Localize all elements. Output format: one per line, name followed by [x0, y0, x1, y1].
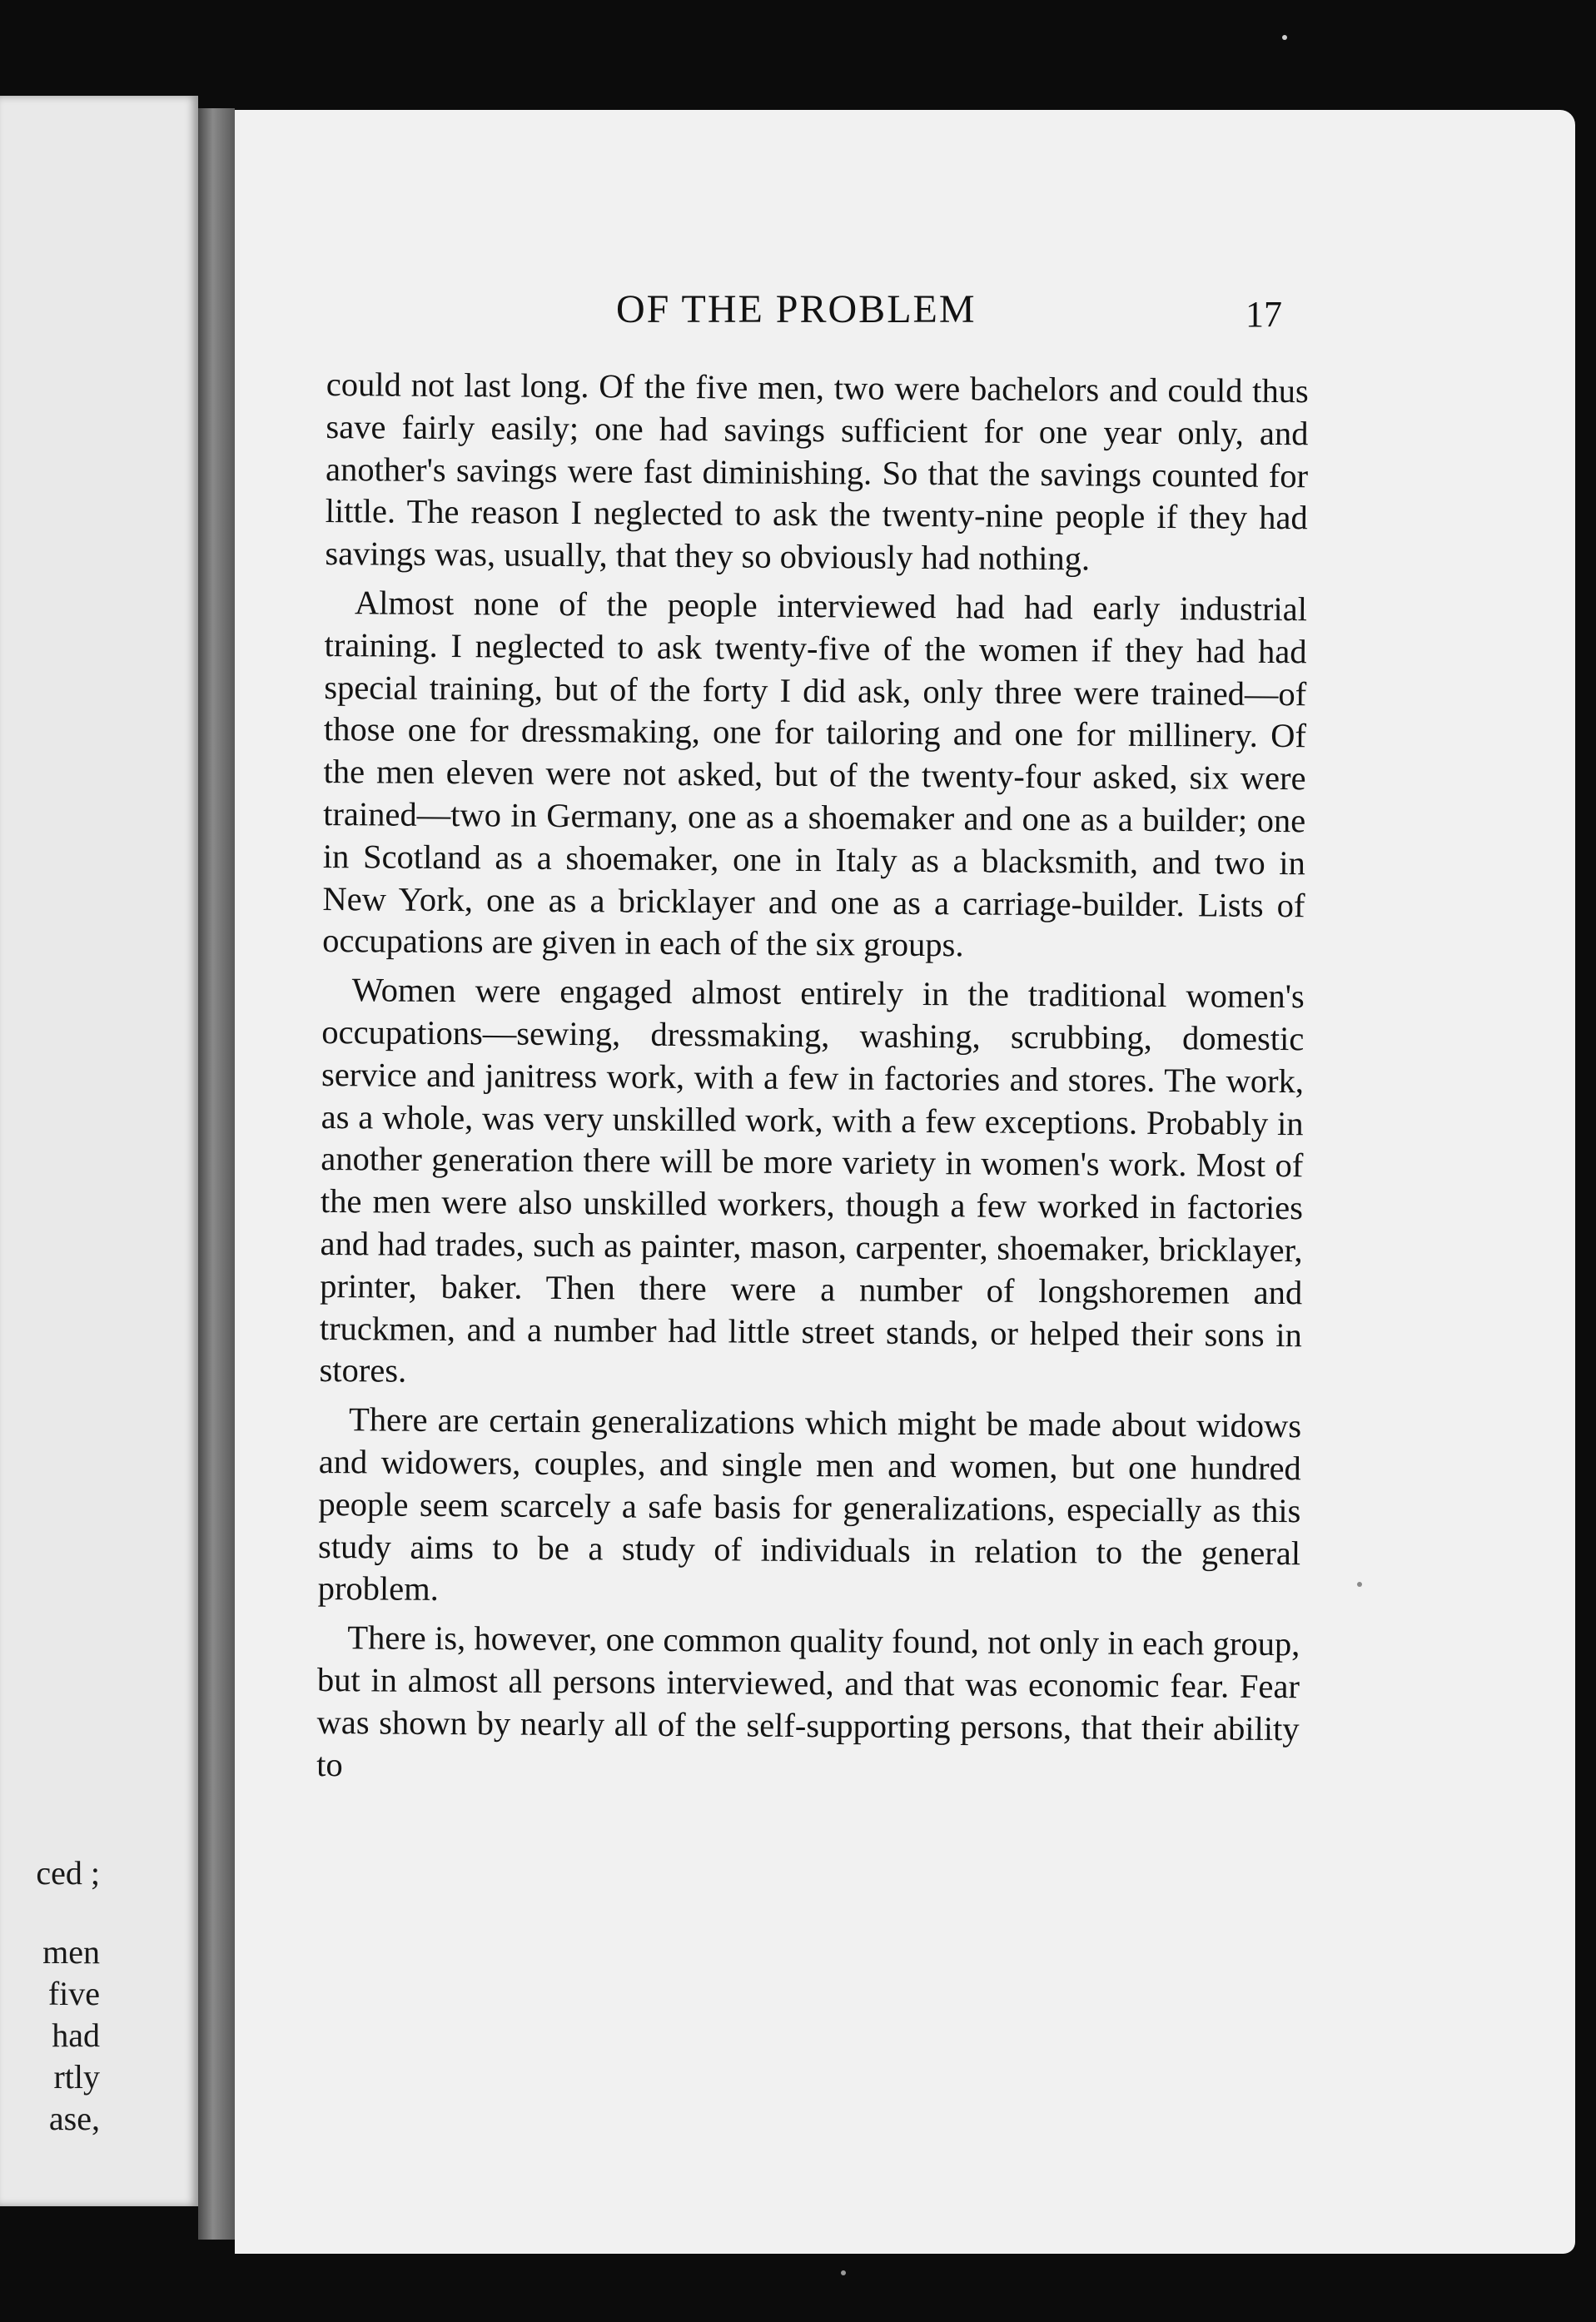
film-speck	[841, 2270, 846, 2275]
left-page-fragments	[0, 1852, 100, 2140]
paragraph: could not last long. Of the five men, two were bachelors and could thus save fairly easily; one had savings sufficient for one year only, and another's savings were fast diminishing. So that the savings counted for little. The reason I neglected to ask the twenty-nine people if they had savings was, usually, that they so obviously had nothing.	[325, 365, 1309, 578]
book-gutter	[198, 108, 235, 2240]
left-fragment-line: ase,	[48, 2100, 100, 2137]
left-fragment-line: rtly	[53, 2058, 100, 2096]
left-fragment-line: men	[42, 1933, 100, 1971]
paragraph: Almost none of the people interviewed had had early industrial training. I neglected to ask twenty-five of the women if they had had special training, but of the forty I did ask, only three were trained—of those one for dressmaking, one for tailoring and one for millinery. Of the men eleven were not asked, but of the twenty-four asked, six were trained—two in Germany, one as a shoemaker and one as a builder; one in Scotland as a shoemaker, one in Italy as a blacksmith, and two in New York, one as a bricklayer and one as a carriage-builder. Lists of occupations are given in each of the six groups.	[322, 584, 1308, 964]
page-number: 17	[1245, 294, 1282, 335]
film-speck	[1357, 1582, 1362, 1587]
left-fragment-line: ced ;	[36, 1854, 100, 1892]
paragraph: Women were engaged almost entirely in the traditional women's occupations—sewing, dressmaking, washing, scrubbing, domestic service and janitress work, with a few in factories and stores. The work, as a whole, was very unskilled work, with a few exceptions. Probably in another generation there will be more variety in women's work. Most of the men were also unskilled workers, though a few worked in factories and had trades, such as painter, mason, carpenter, shoemaker, bricklayer, printer, baker. Then there were a number of longshoremen and truckmen, and a number had little street stands, or helped their sons in stores.	[319, 971, 1305, 1390]
left-fragment-line: five	[47, 1975, 100, 2012]
film-speck	[1282, 35, 1287, 40]
running-head: OF THE PROBLEM	[616, 287, 977, 331]
paragraph: There is, however, one common quality found, not only in each group, but in almost all persons interviewed, and that was economic fear. Fear was shown by nearly all of the self-supporting persons, that their ability to	[316, 1618, 1300, 1783]
left-page-edge	[0, 96, 198, 2206]
paragraph: There are certain generalizations which might be made about widows and widowers, couples, and single men and women, but one hundred people seem scarcely a safe basis for generalizations, especially as this study aims to be a study of individuals in relation to the general problem.	[317, 1400, 1302, 1608]
book-page	[235, 110, 1575, 2254]
body-text	[316, 364, 1309, 1799]
left-fragment-line: had	[52, 2016, 100, 2054]
page-header	[235, 286, 1575, 336]
